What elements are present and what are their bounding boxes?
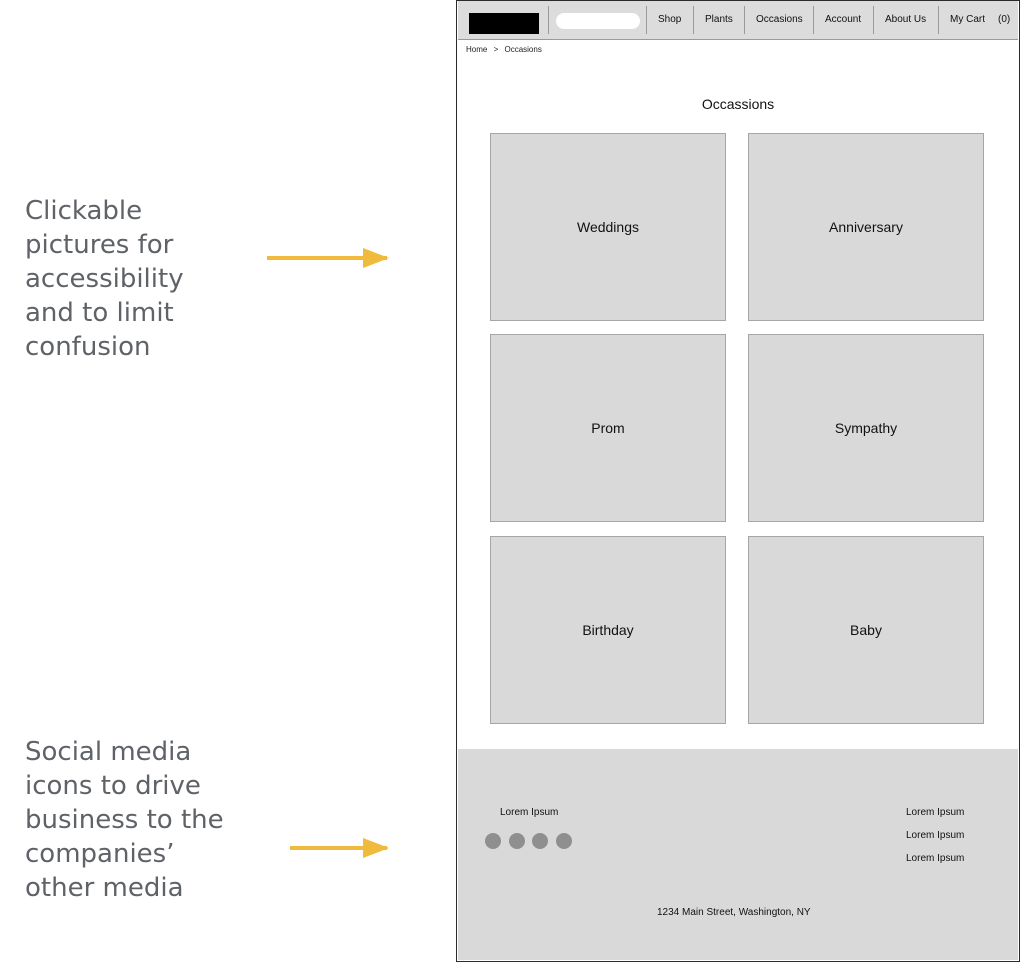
search-input[interactable] [556, 13, 640, 29]
annotation-clickable-pictures: Clickable pictures for accessibility and to limit confusion [25, 196, 184, 362]
nav-divider [744, 6, 745, 34]
tile-label: Baby [850, 622, 882, 638]
social-media-icon[interactable] [556, 833, 572, 849]
annotation-social-media: Social media icons to drive business to the companies’ other media [25, 737, 224, 903]
footer-left-heading: Lorem Ipsum [500, 807, 559, 818]
nav-my-cart[interactable]: My Cart [950, 14, 985, 25]
social-media-icon[interactable] [485, 833, 501, 849]
footer-link[interactable]: Lorem Ipsum [906, 830, 965, 841]
footer-link[interactable]: Lorem Ipsum [906, 807, 965, 818]
cart-count-badge: (0) [998, 14, 1011, 25]
annotation-arrow-icon [267, 256, 387, 260]
tile-anniversary[interactable] [748, 133, 984, 321]
nav-divider [873, 6, 874, 34]
wireframe-page [456, 0, 1020, 962]
nav-account[interactable]: Account [825, 14, 862, 25]
tile-sympathy[interactable] [748, 334, 984, 522]
breadcrumb [466, 45, 546, 54]
footer [458, 749, 1018, 960]
tile-label: Anniversary [829, 219, 903, 235]
nav-plants[interactable]: Plants [705, 14, 733, 25]
tile-weddings[interactable] [490, 133, 726, 321]
top-nav-bar [458, 1, 1018, 40]
nav-divider [938, 6, 939, 34]
nav-divider [813, 6, 814, 34]
nav-about-us[interactable]: About Us [885, 14, 927, 25]
tile-label: Sympathy [834, 420, 898, 436]
tile-label: Birthday [582, 622, 634, 638]
footer-link[interactable]: Lorem Ipsum [906, 853, 965, 864]
breadcrumb-home[interactable]: Home [466, 45, 488, 54]
social-media-icon[interactable] [532, 833, 548, 849]
tile-label: Weddings [576, 219, 639, 235]
nav-divider [548, 6, 549, 34]
nav-shop[interactable]: Shop [658, 14, 682, 25]
breadcrumb-separator: > [493, 45, 499, 54]
tile-birthday[interactable] [490, 536, 726, 724]
social-media-icon[interactable] [509, 833, 525, 849]
tile-prom[interactable] [490, 334, 726, 522]
nav-occasions[interactable]: Occasions [756, 14, 803, 25]
page-title: Occassions [701, 96, 775, 112]
tile-baby[interactable] [748, 536, 984, 724]
annotation-arrow-icon [290, 846, 387, 850]
nav-divider [646, 6, 647, 34]
tile-label: Prom [591, 420, 625, 436]
logo[interactable] [469, 13, 539, 34]
nav-divider [693, 6, 694, 34]
breadcrumb-current: Occasions [504, 45, 542, 54]
footer-address: 1234 Main Street, Washington, NY [657, 907, 811, 918]
